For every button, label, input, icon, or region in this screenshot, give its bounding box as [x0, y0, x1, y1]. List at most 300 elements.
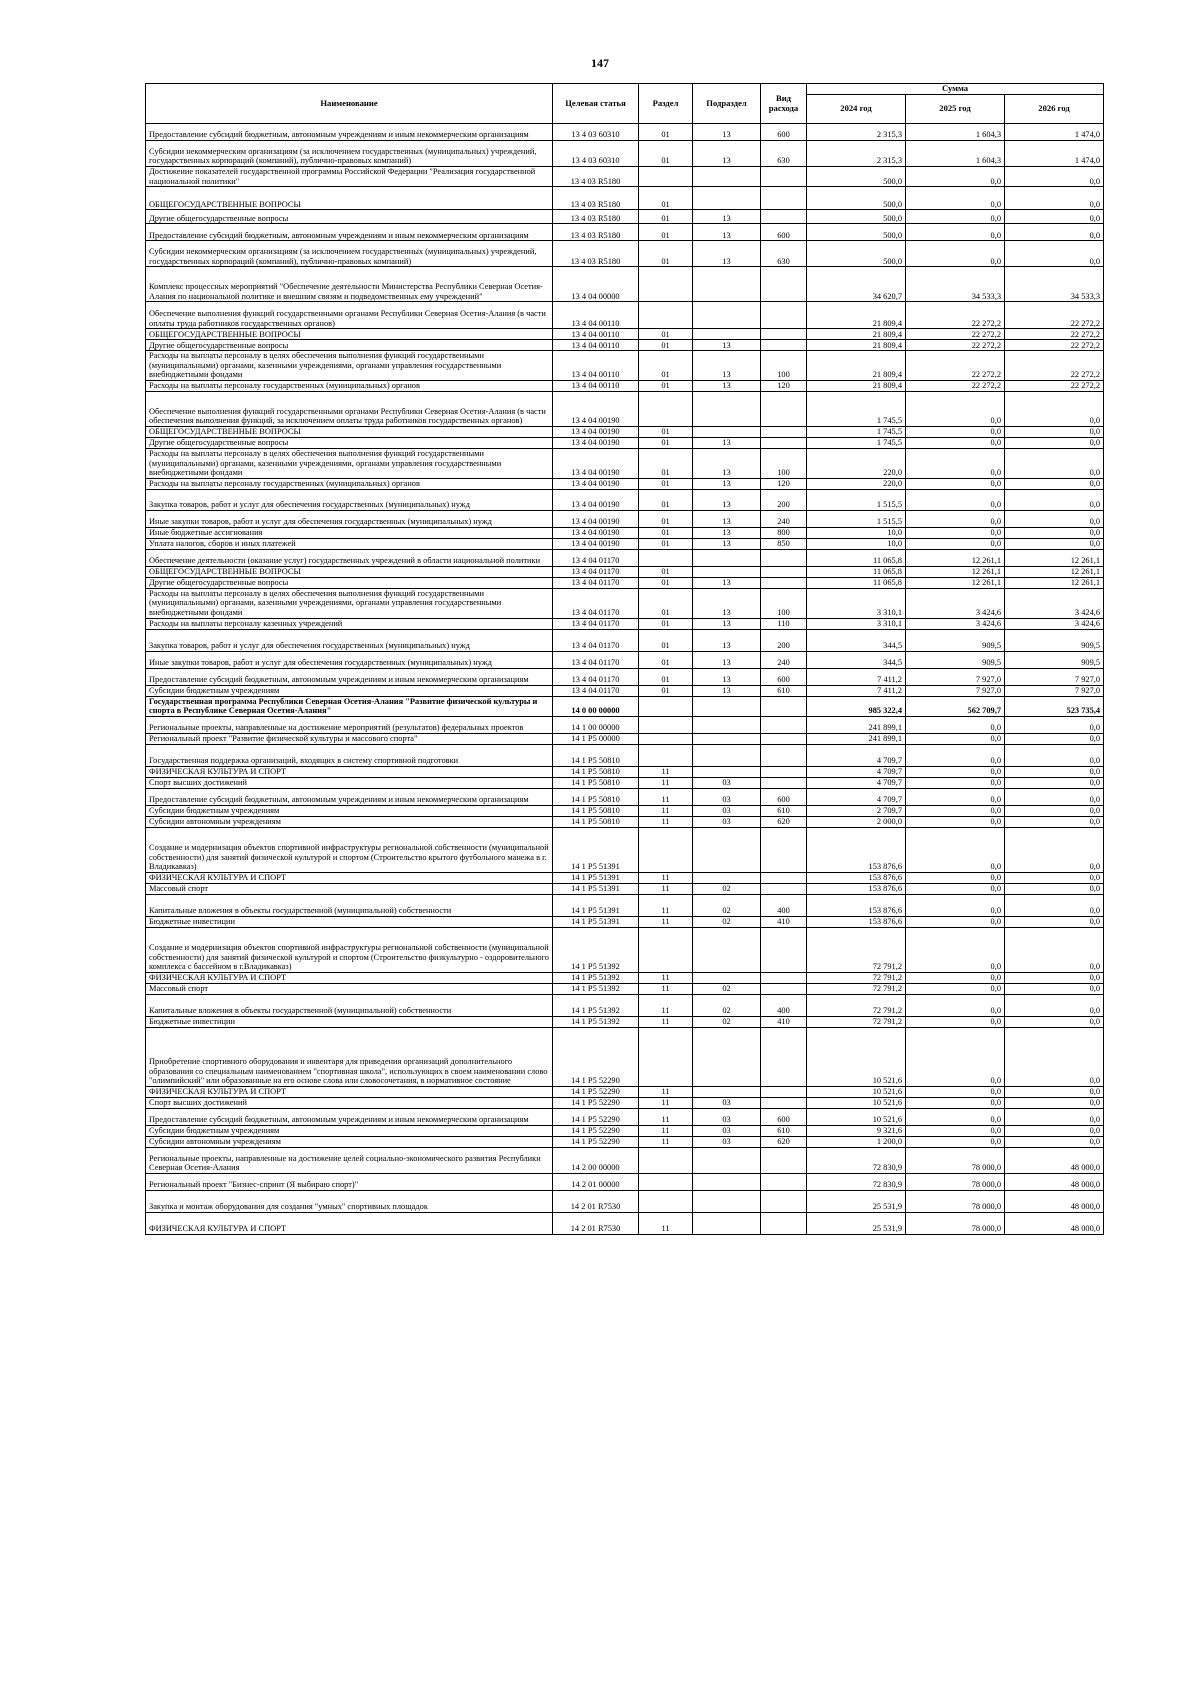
cell-name: Предоставление субсидий бюджетным, автономным учреждениям и иным некоммерческим организациям [146, 668, 553, 685]
budget-table [145, 83, 1104, 1235]
cell-code: 14 1 P5 52290 [553, 1086, 639, 1097]
cell-podrazdel: 13 [693, 224, 761, 241]
cell-y2025: 0,0 [906, 972, 1005, 983]
cell-name: Иные бюджетные ассигнования [146, 527, 553, 538]
cell-code: 13 4 04 00190 [553, 510, 639, 527]
cell-name: ОБЩЕГОСУДАРСТВЕННЫЕ ВОПРОСЫ [146, 566, 553, 577]
cell-razdel [639, 733, 693, 744]
cell-razdel: 01 [639, 329, 693, 340]
cell-code: 14 1 P5 52290 [553, 1125, 639, 1136]
cell-y2024: 72 791,2 [807, 972, 906, 983]
cell-code: 13 4 04 01170 [553, 618, 639, 629]
cell-y2026: 0,0 [1005, 1108, 1104, 1125]
cell-podrazdel: 02 [693, 983, 761, 994]
cell-vid: 200 [761, 489, 807, 510]
cell-podrazdel: 03 [693, 1125, 761, 1136]
cell-podrazdel [693, 827, 761, 872]
table-row [146, 1108, 1104, 1125]
table-row [146, 1027, 1104, 1086]
cell-name: ОБЩЕГОСУДАРСТВЕННЫЕ ВОПРОСЫ [146, 329, 553, 340]
cell-podrazdel: 02 [693, 883, 761, 894]
cell-name: Предоставление субсидий бюджетным, автономным учреждениям и иным некоммерческим организациям [146, 1108, 553, 1125]
cell-y2025: 0,0 [906, 1108, 1005, 1125]
cell-vid: 850 [761, 538, 807, 549]
cell-podrazdel [693, 696, 761, 716]
cell-code: 13 4 04 00190 [553, 538, 639, 549]
table-row [146, 340, 1104, 351]
cell-y2025: 0,0 [906, 733, 1005, 744]
cell-y2025: 0,0 [906, 426, 1005, 437]
cell-y2024: 344,5 [807, 629, 906, 651]
table-row [146, 651, 1104, 668]
table-row [146, 1190, 1104, 1212]
cell-y2024: 1 515,5 [807, 489, 906, 510]
header-razdel: Раздел [639, 84, 693, 124]
table-row [146, 527, 1104, 538]
cell-y2025: 0,0 [906, 816, 1005, 827]
cell-razdel: 01 [639, 380, 693, 391]
cell-vid [761, 777, 807, 788]
cell-code: 13 4 04 00110 [553, 380, 639, 391]
cell-y2024: 1 515,5 [807, 510, 906, 527]
cell-podrazdel: 13 [693, 210, 761, 224]
cell-code: 14 1 P5 51391 [553, 894, 639, 916]
cell-code: 13 4 04 01170 [553, 566, 639, 577]
cell-code: 14 1 P5 50810 [553, 744, 639, 766]
cell-y2026: 0,0 [1005, 167, 1104, 187]
cell-code: 13 4 03 R5180 [553, 210, 639, 224]
cell-podrazdel [693, 1190, 761, 1212]
cell-y2026: 1 474,0 [1005, 141, 1104, 167]
table-row [146, 124, 1104, 141]
cell-podrazdel: 03 [693, 805, 761, 816]
table-row [146, 549, 1104, 566]
cell-razdel: 01 [639, 124, 693, 141]
cell-razdel: 01 [639, 527, 693, 538]
cell-name: Спорт высших достижений [146, 777, 553, 788]
cell-y2025: 12 261,1 [906, 549, 1005, 566]
cell-y2025: 0,0 [906, 210, 1005, 224]
cell-y2025: 0,0 [906, 1086, 1005, 1097]
table-row [146, 1125, 1104, 1136]
cell-y2024: 11 065,8 [807, 577, 906, 588]
cell-code: 14 1 P5 51391 [553, 916, 639, 927]
cell-y2026: 48 000,0 [1005, 1190, 1104, 1212]
cell-podrazdel [693, 391, 761, 426]
cell-podrazdel: 03 [693, 788, 761, 805]
cell-y2024: 10 521,6 [807, 1086, 906, 1097]
cell-name: Закупка товаров, работ и услуг для обеспечения государственных (муниципальных) нужд [146, 629, 553, 651]
cell-y2024: 10,0 [807, 538, 906, 549]
cell-razdel [639, 827, 693, 872]
cell-vid [761, 1173, 807, 1190]
cell-name: Приобретение спортивного оборудования и инвентаря для приведения организаций дополнительного образования со специальным наименованием "спортивная школа", использующих в своем наименовании слово "олимпийский" или образованные на его основе слова или словосочетания, в нормативное состояние [146, 1027, 553, 1086]
cell-podrazdel [693, 1086, 761, 1097]
table-row [146, 1016, 1104, 1027]
cell-vid [761, 1190, 807, 1212]
cell-y2024: 153 876,6 [807, 827, 906, 872]
cell-y2025: 34 533,3 [906, 267, 1005, 302]
header-code: Целевая статья [553, 84, 639, 124]
cell-podrazdel: 03 [693, 1136, 761, 1147]
cell-y2025: 0,0 [906, 983, 1005, 994]
cell-name: Субсидии бюджетным учреждениям [146, 1125, 553, 1136]
cell-code: 13 4 04 00190 [553, 426, 639, 437]
header-vid: Вид расхода [761, 84, 807, 124]
table-row [146, 777, 1104, 788]
cell-vid [761, 1097, 807, 1108]
cell-y2026: 22 272,2 [1005, 340, 1104, 351]
cell-y2024: 10 521,6 [807, 1108, 906, 1125]
cell-y2025: 909,5 [906, 651, 1005, 668]
cell-code: 13 4 04 00190 [553, 527, 639, 538]
cell-y2025: 0,0 [906, 1027, 1005, 1086]
cell-vid: 630 [761, 141, 807, 167]
cell-y2026: 34 533,3 [1005, 267, 1104, 302]
cell-razdel: 01 [639, 588, 693, 618]
cell-name: Обеспечение выполнения функций государственными органами Республики Северная Осетия-Алания (в части обеспечения выполнения функций, за исключением оплаты труда работников государственных органов) [146, 391, 553, 426]
cell-vid: 620 [761, 1136, 807, 1147]
table-row [146, 329, 1104, 340]
header-name: Наименование [146, 84, 553, 124]
cell-razdel: 01 [639, 577, 693, 588]
cell-y2025: 78 000,0 [906, 1212, 1005, 1234]
cell-y2024: 500,0 [807, 210, 906, 224]
cell-y2026: 0,0 [1005, 478, 1104, 489]
cell-razdel: 11 [639, 972, 693, 983]
cell-name: ФИЗИЧЕСКАЯ КУЛЬТУРА И СПОРТ [146, 972, 553, 983]
cell-y2026: 0,0 [1005, 777, 1104, 788]
cell-y2026: 0,0 [1005, 916, 1104, 927]
cell-podrazdel [693, 872, 761, 883]
table-row [146, 1173, 1104, 1190]
cell-y2024: 72 791,2 [807, 927, 906, 972]
cell-podrazdel: 13 [693, 685, 761, 696]
cell-code: 13 4 04 01170 [553, 577, 639, 588]
cell-vid [761, 696, 807, 716]
cell-code: 14 1 P5 00000 [553, 733, 639, 744]
cell-vid [761, 972, 807, 983]
cell-vid [761, 1147, 807, 1173]
cell-razdel [639, 267, 693, 302]
cell-podrazdel: 13 [693, 510, 761, 527]
cell-name: Массовый спорт [146, 883, 553, 894]
cell-y2025: 0,0 [906, 1125, 1005, 1136]
table-row [146, 489, 1104, 510]
cell-razdel: 01 [639, 351, 693, 381]
cell-y2026: 48 000,0 [1005, 1212, 1104, 1234]
header-2026: 2026 год [1005, 95, 1104, 124]
cell-y2024: 2 315,3 [807, 124, 906, 141]
cell-razdel [639, 1027, 693, 1086]
cell-y2025: 0,0 [906, 805, 1005, 816]
table-row [146, 744, 1104, 766]
cell-razdel: 01 [639, 210, 693, 224]
cell-razdel: 01 [639, 651, 693, 668]
cell-y2026: 0,0 [1005, 1086, 1104, 1097]
cell-razdel: 01 [639, 566, 693, 577]
cell-vid: 600 [761, 224, 807, 241]
cell-y2025: 0,0 [906, 224, 1005, 241]
cell-razdel: 01 [639, 437, 693, 448]
cell-y2025: 0,0 [906, 744, 1005, 766]
cell-vid: 100 [761, 448, 807, 478]
cell-code: 14 1 P5 50810 [553, 816, 639, 827]
cell-y2024: 500,0 [807, 241, 906, 267]
cell-y2025: 7 927,0 [906, 668, 1005, 685]
cell-code: 13 4 04 00190 [553, 437, 639, 448]
cell-razdel: 01 [639, 510, 693, 527]
cell-name: ФИЗИЧЕСКАЯ КУЛЬТУРА И СПОРТ [146, 1086, 553, 1097]
cell-name: Предоставление субсидий бюджетным, автономным учреждениям и иным некоммерческим организациям [146, 788, 553, 805]
cell-vid: 600 [761, 1108, 807, 1125]
cell-y2025: 22 272,2 [906, 351, 1005, 381]
cell-y2024: 3 310,1 [807, 588, 906, 618]
cell-y2024: 72 830,9 [807, 1147, 906, 1173]
cell-name: Расходы на выплаты персоналу в целях обеспечения выполнения функций государственными (муниципальными) органами, казенными учреждениями, органами управления государственными внебюджетными фондами [146, 448, 553, 478]
table-row [146, 972, 1104, 983]
cell-y2024: 500,0 [807, 224, 906, 241]
cell-vid: 610 [761, 805, 807, 816]
table-row [146, 983, 1104, 994]
cell-name: Предоставление субсидий бюджетным, автономным учреждениям и иным некоммерческим организациям [146, 124, 553, 141]
cell-vid: 240 [761, 651, 807, 668]
cell-y2025: 0,0 [906, 448, 1005, 478]
table-row [146, 267, 1104, 302]
cell-y2025: 0,0 [906, 167, 1005, 187]
cell-razdel [639, 549, 693, 566]
table-row [146, 827, 1104, 872]
cell-razdel: 01 [639, 187, 693, 210]
cell-y2024: 1 745,5 [807, 391, 906, 426]
cell-y2026: 0,0 [1005, 983, 1104, 994]
cell-podrazdel: 13 [693, 629, 761, 651]
cell-code: 13 4 04 01170 [553, 685, 639, 696]
cell-y2024: 153 876,6 [807, 894, 906, 916]
cell-y2024: 72 830,9 [807, 1173, 906, 1190]
cell-code: 13 4 03 R5180 [553, 241, 639, 267]
cell-y2026: 3 424,6 [1005, 618, 1104, 629]
cell-vid [761, 566, 807, 577]
cell-vid: 600 [761, 668, 807, 685]
cell-y2025: 22 272,2 [906, 340, 1005, 351]
cell-y2026: 0,0 [1005, 1125, 1104, 1136]
cell-razdel: 11 [639, 872, 693, 883]
cell-name: Капитальные вложения в объекты государственной (муниципальной) собственности [146, 994, 553, 1016]
cell-podrazdel [693, 1027, 761, 1086]
cell-podrazdel: 13 [693, 478, 761, 489]
cell-y2024: 25 531,9 [807, 1190, 906, 1212]
table-row [146, 629, 1104, 651]
cell-code: 13 4 04 00110 [553, 302, 639, 329]
cell-podrazdel: 02 [693, 916, 761, 927]
cell-y2026: 0,0 [1005, 1097, 1104, 1108]
cell-name: Другие общегосударственные вопросы [146, 340, 553, 351]
cell-name: Региональные проекты, направленные на достижение мероприятий (результатов) федеральных проектов [146, 716, 553, 733]
table-row [146, 437, 1104, 448]
cell-podrazdel [693, 744, 761, 766]
cell-name: ФИЗИЧЕСКАЯ КУЛЬТУРА И СПОРТ [146, 872, 553, 883]
cell-code: 14 1 P5 52290 [553, 1097, 639, 1108]
cell-razdel: 11 [639, 1097, 693, 1108]
table-row [146, 766, 1104, 777]
cell-razdel: 01 [639, 629, 693, 651]
cell-y2024: 4 709,7 [807, 766, 906, 777]
cell-razdel: 01 [639, 426, 693, 437]
cell-y2025: 0,0 [906, 788, 1005, 805]
header-2024: 2024 год [807, 95, 906, 124]
cell-podrazdel: 03 [693, 777, 761, 788]
cell-y2025: 0,0 [906, 1016, 1005, 1027]
cell-vid [761, 744, 807, 766]
table-row [146, 685, 1104, 696]
header-podrazdel: Подраздел [693, 84, 761, 124]
table-row [146, 872, 1104, 883]
cell-vid [761, 577, 807, 588]
cell-code: 14 2 01 R7530 [553, 1212, 639, 1234]
cell-y2025: 0,0 [906, 1097, 1005, 1108]
table-row [146, 1086, 1104, 1097]
cell-podrazdel: 13 [693, 241, 761, 267]
cell-vid: 240 [761, 510, 807, 527]
cell-name: Предоставление субсидий бюджетным, автономным учреждениям и иным некоммерческим организациям [146, 224, 553, 241]
cell-name: Расходы на выплаты персоналу в целях обеспечения выполнения функций государственными (муниципальными) органами, казенными учреждениями, органами управления государственными внебюджетными фондами [146, 588, 553, 618]
cell-podrazdel: 13 [693, 577, 761, 588]
cell-y2024: 220,0 [807, 448, 906, 478]
cell-y2024: 21 809,4 [807, 380, 906, 391]
cell-name: Расходы на выплаты персоналу государственных (муниципальных) органов [146, 478, 553, 489]
cell-y2026: 909,5 [1005, 629, 1104, 651]
cell-vid [761, 983, 807, 994]
cell-vid: 630 [761, 241, 807, 267]
cell-code: 14 1 P5 50810 [553, 805, 639, 816]
cell-y2024: 241 899,1 [807, 716, 906, 733]
cell-podrazdel [693, 766, 761, 777]
cell-y2025: 22 272,2 [906, 302, 1005, 329]
cell-code: 14 2 01 R7530 [553, 1190, 639, 1212]
cell-razdel: 11 [639, 816, 693, 827]
cell-y2026: 0,0 [1005, 883, 1104, 894]
cell-y2025: 0,0 [906, 1136, 1005, 1147]
cell-y2025: 12 261,1 [906, 566, 1005, 577]
cell-razdel: 11 [639, 788, 693, 805]
table-row [146, 448, 1104, 478]
cell-y2025: 0,0 [906, 478, 1005, 489]
cell-code: 14 1 P5 51391 [553, 883, 639, 894]
cell-razdel: 11 [639, 1016, 693, 1027]
cell-podrazdel [693, 1173, 761, 1190]
table-row [146, 577, 1104, 588]
table-row [146, 510, 1104, 527]
cell-y2026: 0,0 [1005, 972, 1104, 983]
cell-code: 14 1 P5 51392 [553, 927, 639, 972]
cell-razdel: 11 [639, 916, 693, 927]
cell-vid [761, 167, 807, 187]
cell-y2024: 72 791,2 [807, 994, 906, 1016]
table-row [146, 1147, 1104, 1173]
cell-y2025: 0,0 [906, 510, 1005, 527]
cell-y2026: 0,0 [1005, 426, 1104, 437]
table-row [146, 351, 1104, 381]
table-row [146, 426, 1104, 437]
cell-name: Субсидии автономным учреждениям [146, 816, 553, 827]
cell-y2024: 11 065,8 [807, 566, 906, 577]
cell-razdel: 01 [639, 224, 693, 241]
cell-razdel: 01 [639, 478, 693, 489]
cell-y2026: 0,0 [1005, 827, 1104, 872]
cell-y2025: 12 261,1 [906, 577, 1005, 588]
table-row [146, 668, 1104, 685]
cell-razdel: 11 [639, 1136, 693, 1147]
cell-razdel: 11 [639, 994, 693, 1016]
cell-y2026: 48 000,0 [1005, 1173, 1104, 1190]
cell-y2026: 523 735,4 [1005, 696, 1104, 716]
table-row [146, 588, 1104, 618]
cell-y2026: 7 927,0 [1005, 668, 1104, 685]
table-row [146, 566, 1104, 577]
cell-y2024: 241 899,1 [807, 733, 906, 744]
cell-code: 13 4 04 01170 [553, 651, 639, 668]
table-row [146, 696, 1104, 716]
cell-y2026: 0,0 [1005, 805, 1104, 816]
cell-name: Другие общегосударственные вопросы [146, 577, 553, 588]
cell-razdel [639, 696, 693, 716]
cell-code: 13 4 03 R5180 [553, 224, 639, 241]
cell-vid: 410 [761, 916, 807, 927]
cell-y2024: 34 620,7 [807, 267, 906, 302]
cell-code: 13 4 03 R5180 [553, 167, 639, 187]
cell-y2024: 4 709,7 [807, 788, 906, 805]
cell-razdel: 01 [639, 538, 693, 549]
cell-code: 14 1 P5 51392 [553, 994, 639, 1016]
cell-code: 14 1 P5 52290 [553, 1108, 639, 1125]
cell-name: Капитальные вложения в объекты государственной (муниципальной) собственности [146, 894, 553, 916]
cell-y2026: 1 474,0 [1005, 124, 1104, 141]
table-row [146, 302, 1104, 329]
cell-y2026: 0,0 [1005, 994, 1104, 1016]
cell-code: 13 4 04 01170 [553, 629, 639, 651]
cell-podrazdel [693, 187, 761, 210]
cell-vid: 120 [761, 478, 807, 489]
table-row [146, 210, 1104, 224]
cell-code: 14 0 00 00000 [553, 696, 639, 716]
cell-y2025: 22 272,2 [906, 380, 1005, 391]
cell-name: Спорт высших достижений [146, 1097, 553, 1108]
cell-y2025: 1 604,3 [906, 141, 1005, 167]
cell-name: ОБЩЕГОСУДАРСТВЕННЫЕ ВОПРОСЫ [146, 426, 553, 437]
cell-vid [761, 549, 807, 566]
cell-name: Закупка товаров, работ и услуг для обеспечения государственных (муниципальных) нужд [146, 489, 553, 510]
cell-vid [761, 267, 807, 302]
cell-vid [761, 1027, 807, 1086]
cell-razdel: 11 [639, 894, 693, 916]
cell-razdel: 01 [639, 618, 693, 629]
cell-y2024: 4 709,7 [807, 777, 906, 788]
cell-y2024: 21 809,4 [807, 340, 906, 351]
cell-code: 14 2 00 00000 [553, 1147, 639, 1173]
cell-y2026: 0,0 [1005, 894, 1104, 916]
table-row [146, 916, 1104, 927]
cell-razdel [639, 167, 693, 187]
cell-y2026: 0,0 [1005, 187, 1104, 210]
table-row [146, 1097, 1104, 1108]
cell-name: ОБЩЕГОСУДАРСТВЕННЫЕ ВОПРОСЫ [146, 187, 553, 210]
cell-name: Другие общегосударственные вопросы [146, 210, 553, 224]
table-row [146, 733, 1104, 744]
cell-name: Иные закупки товаров, работ и услуг для обеспечения государственных (муниципальных) нужд [146, 510, 553, 527]
cell-y2025: 78 000,0 [906, 1173, 1005, 1190]
cell-code: 14 1 P5 51392 [553, 972, 639, 983]
